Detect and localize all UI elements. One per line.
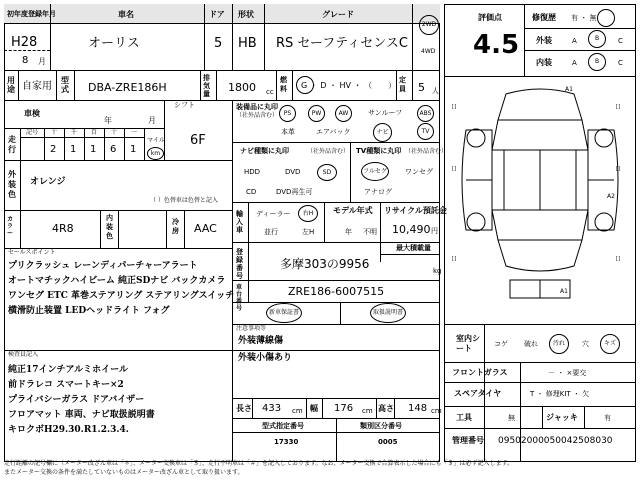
- inspection-label: 車検: [24, 109, 40, 118]
- model-code-label: 型式: [61, 76, 69, 94]
- model-year-label: モデル年式: [333, 206, 373, 215]
- plate-value: 多摩303の9956: [280, 257, 370, 271]
- equip-tv: TV: [417, 123, 434, 140]
- navi-type-label: ナビ種類に丸印: [240, 147, 289, 155]
- displacement-label: 排気量: [203, 74, 210, 98]
- length-label: 長さ: [236, 404, 252, 413]
- footer-note-1: 走行距離の記号欄に（メーター改ざん車は「＊」、メーター交換車は「＄」、走行不明車は「＃」を記入しております。なお、メーター交換で合算表示した場合にも「＄」は必ず記入します。: [4, 460, 514, 467]
- model-year-unit: 年: [345, 228, 352, 236]
- height-unit: cm: [431, 407, 442, 415]
- import-parallel: 並行: [264, 228, 278, 236]
- ac-label: 冷房: [172, 218, 179, 235]
- seat-scratch: キズ: [600, 334, 620, 354]
- jack-label: ジャッキ: [546, 413, 578, 422]
- equip-sunroof: サンルーフ: [368, 109, 403, 117]
- displacement-unit: cc: [266, 88, 274, 96]
- inspector-note-line: プライバシーガラス ドアバイザー: [8, 395, 145, 405]
- length-unit: cm: [292, 407, 303, 415]
- damage-mark: A2: [607, 193, 615, 200]
- seat-burn: コゲ: [494, 340, 508, 348]
- svg-text:[ ]: [ ]: [616, 256, 621, 262]
- interior-label: 内装: [536, 58, 552, 67]
- svg-text:[ ]: [ ]: [616, 104, 621, 110]
- inspection-year-unit: 年: [104, 116, 112, 125]
- score-value: 4.5: [473, 30, 520, 60]
- capacity: 5: [418, 81, 425, 94]
- drive-2wd-circle: 2WD: [419, 15, 439, 35]
- tools-label: 工具: [456, 413, 472, 422]
- equip-aw: AW: [335, 105, 352, 122]
- odo-km-circle: km: [147, 147, 164, 160]
- caution-line: 外装小傷あり: [238, 353, 293, 363]
- recycle-value: 10,490: [392, 223, 431, 236]
- tv-type-label: TV種類に丸印: [356, 147, 402, 155]
- odo-digit: 6: [110, 144, 117, 155]
- model-year-unknown: 不明: [363, 228, 377, 236]
- capacity-label: 定員: [399, 76, 406, 93]
- equip-ps: PS: [279, 105, 296, 122]
- fuel-options: G ・ D ・ HV ・ （ ）: [301, 81, 397, 90]
- recycle-label: リサイクル預託金: [384, 206, 447, 215]
- designation-label: 型式指定番号: [262, 422, 304, 430]
- plate-label: 登録番号: [236, 248, 243, 280]
- interior-color-label: 内装色: [106, 214, 113, 240]
- sales-point-line: 横滑防止装置 LEDヘッドライト フォグ: [8, 306, 170, 316]
- odo-label-one: 一: [131, 129, 138, 136]
- tools-value: 無: [508, 414, 515, 422]
- interior-grade-b: B: [588, 53, 606, 71]
- height-label: 高さ: [378, 404, 394, 413]
- car-body-diagram: [446, 80, 634, 320]
- tv-type-sublabel: （社外品含む）: [405, 148, 448, 155]
- exterior-label: 外装: [536, 36, 552, 45]
- interior-grade-a: A: [572, 59, 577, 67]
- displacement: 1800: [228, 81, 256, 94]
- odo-label-thousand: 千: [71, 129, 78, 136]
- equip-navi: ナビ: [373, 123, 392, 142]
- score-label: 評価点: [478, 13, 502, 22]
- spare-value: T ・ 修理KIT ・ 欠: [530, 390, 590, 398]
- color-note: （ ）色替車は色替と記入: [150, 197, 218, 204]
- car-name-label: 車名: [118, 10, 134, 19]
- navi-cd: CD: [246, 188, 257, 196]
- grade-label: グレード: [322, 10, 354, 19]
- exterior-grade-a: A: [572, 37, 577, 45]
- inspection-month-unit: 月: [148, 116, 156, 125]
- width-label: 幅: [310, 404, 318, 413]
- tv-fullseg: フルセグ: [361, 162, 389, 181]
- sales-point-line: オートマチックハイビーム 純正SDナビ バックカメラ: [8, 276, 226, 286]
- svg-text:[ ]: [ ]: [452, 256, 457, 262]
- tv-oneseg: ワンセグ: [405, 168, 433, 176]
- use-value: 自家用: [22, 81, 52, 92]
- drive-4wd: 4WD: [421, 48, 436, 55]
- category-label: 類別区分番号: [360, 422, 402, 430]
- recycle-unit: 円: [431, 227, 438, 235]
- first-reg-label: 初年度登録年月: [7, 10, 56, 18]
- shape-label: 形状: [238, 10, 254, 19]
- seat-hole: 穴: [582, 340, 589, 348]
- navi-type-sublabel: （社外品含む）: [307, 148, 350, 155]
- manage-label: 管理番号: [452, 436, 484, 445]
- model-code: DBA-ZRE186H: [88, 81, 167, 94]
- chassis-label: 車台番号: [236, 284, 243, 312]
- width-unit: cm: [362, 407, 373, 415]
- capacity-unit: 人: [432, 87, 439, 95]
- odo-mile-label: マイル: [147, 137, 165, 144]
- svg-text:[ ]: [ ]: [452, 166, 457, 172]
- navi-hdd: HDD: [244, 168, 261, 176]
- equip-airbag: エアバック: [316, 128, 351, 136]
- seat-tear: 破れ: [524, 340, 538, 348]
- repair-label: 修復歴: [532, 13, 556, 22]
- color-code-label: カラー: [7, 216, 14, 237]
- inspector-note-line: フロアマット 車両、ナビ取扱説明書: [8, 410, 155, 420]
- first-reg-year: H28: [11, 35, 38, 50]
- damage-mark: A1: [565, 86, 573, 93]
- exterior-grade-c: C: [618, 37, 623, 45]
- tv-analog: アナログ: [364, 188, 392, 196]
- sales-points-label: セールスポイント: [8, 249, 56, 256]
- color-label: 外装色: [8, 170, 16, 199]
- import-dealer: ディーラー: [256, 210, 291, 218]
- navi-sd: SD: [317, 164, 337, 181]
- shift-label: シフト: [174, 101, 195, 109]
- max-load-unit: kg: [433, 267, 442, 275]
- glass-label: フロントガラス: [452, 368, 508, 377]
- grade-value: RS セーフティセンスC: [276, 36, 408, 51]
- inspector-note-line: 前ドラレコ スマートキー×2: [8, 380, 124, 390]
- odo-label-tenthousand: 十: [51, 129, 58, 136]
- glass-value: － ・ ×要交: [548, 369, 587, 377]
- odo-digit: 1: [90, 144, 97, 155]
- owners-manual: 取扱説明書: [370, 303, 406, 323]
- equip-abs: ABS: [417, 105, 434, 122]
- use-label: 用途: [7, 76, 15, 94]
- equip-pw: PW: [308, 105, 325, 122]
- equipment-sublabel: （社外品含む）: [236, 112, 279, 119]
- odo-digit: 1: [70, 144, 77, 155]
- inspector-notes-label: 検査員記入: [8, 351, 39, 358]
- odo-label-hundred: 百: [91, 129, 98, 136]
- color-code: 4R8: [52, 222, 74, 235]
- exterior-grade-b: B: [588, 30, 606, 48]
- fuel-selected-circle: [296, 76, 314, 94]
- damage-mark: A1: [560, 288, 568, 295]
- spare-label: スペアタイヤ: [454, 389, 502, 398]
- doors-value: 5: [214, 36, 223, 51]
- ac-value: AAC: [194, 222, 217, 235]
- month-unit: 月: [38, 57, 46, 66]
- chassis-value: ZRE186-6007515: [288, 285, 385, 298]
- odo-label-code: 記号: [26, 129, 39, 136]
- caution-line: 外装薄線傷: [238, 336, 284, 346]
- width-value: 176: [334, 403, 354, 414]
- shape-value: HB: [238, 36, 257, 51]
- import-left-hand: 左H: [302, 228, 315, 236]
- import-label: 輸入車: [236, 210, 243, 234]
- footer-note-2: またメーター交換の条件を満たしていないものはメーター改ざん車として取り扱います。: [4, 469, 244, 476]
- fuel-label: 燃料: [280, 76, 287, 93]
- repair-options: 有 ・ 無: [571, 14, 597, 22]
- svg-text:[ ]: [ ]: [616, 166, 621, 172]
- color-value: オレンジ: [30, 177, 66, 187]
- shift-value: 6F: [190, 133, 206, 148]
- odo-digit: 2: [50, 144, 57, 155]
- height-value: 148: [408, 403, 428, 414]
- max-load-label: 最大積載量: [396, 244, 431, 252]
- first-reg-month: 8: [22, 55, 29, 66]
- doors-label: ドア: [209, 10, 225, 19]
- equipment-label: 装備品に丸印: [236, 103, 278, 111]
- seat-dirt: 汚れ: [549, 334, 569, 354]
- svg-text:[ ]: [ ]: [452, 104, 457, 110]
- odometer-label: 走行: [8, 135, 16, 154]
- length-value: 433: [262, 403, 282, 414]
- inspector-note-line: 純正17インチアルミホイール: [8, 365, 128, 375]
- odo-digit: 1: [130, 144, 137, 155]
- sales-point-line: ワンセグ ETC 革巻ステアリング ステアリングスイッチ: [8, 291, 235, 301]
- sales-point-line: プリクラッシュ レーンディパーチャーアラート: [8, 261, 198, 271]
- new-car-warranty: 新車保証書: [266, 303, 302, 323]
- equip-leather: 本革: [281, 128, 295, 136]
- navi-dvd-play: DVD再生可: [276, 188, 313, 196]
- car-name: オーリス: [88, 36, 140, 51]
- caution-label: 注意事項等: [236, 325, 267, 332]
- manage-value: 09502000050042508030: [498, 436, 613, 446]
- repair-none-circle: [597, 9, 615, 27]
- category-value: 0005: [378, 438, 398, 446]
- designation-value: 17330: [274, 438, 299, 446]
- seat-label: 室内シート: [456, 334, 480, 353]
- jack-value: 有: [604, 414, 611, 422]
- odo-label-ten: 十: [111, 129, 118, 136]
- interior-grade-c: C: [618, 59, 623, 67]
- inspector-note-line: キロクボH29.30.R1.2.3.4.: [8, 425, 129, 435]
- navi-dvd: DVD: [285, 168, 301, 176]
- import-right-hand: 右H: [298, 205, 318, 222]
